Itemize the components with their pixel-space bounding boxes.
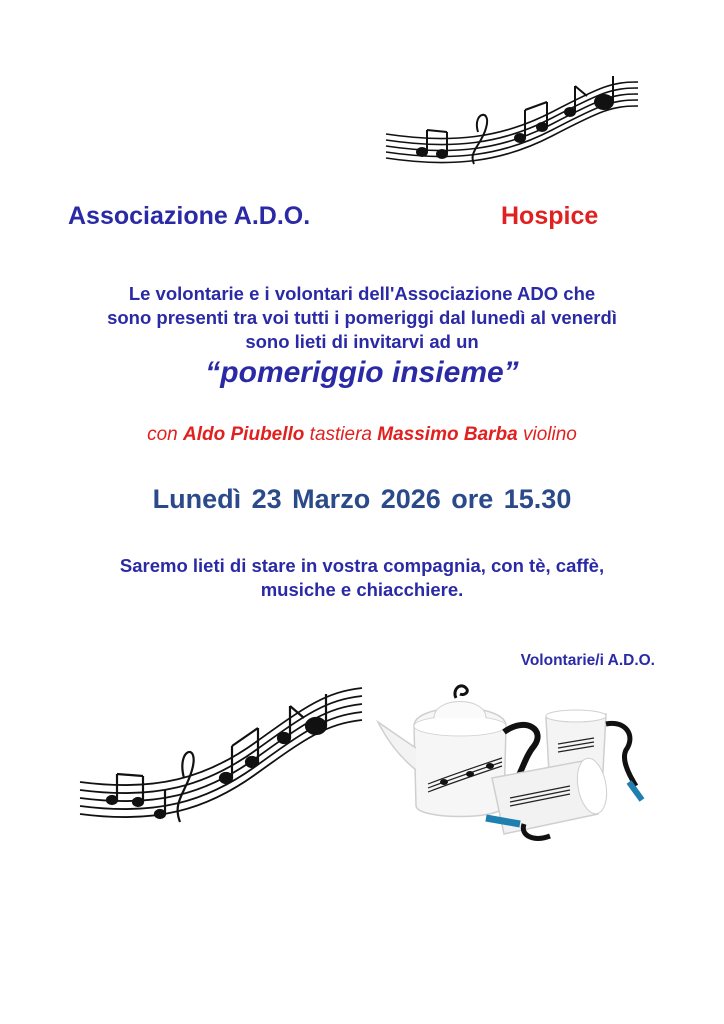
performer-role: violino <box>517 424 577 445</box>
intro-line: sono presenti tra voi tutti i pomeriggi dal lunedì al venerdì <box>107 307 617 328</box>
music-staff-top-icon <box>382 72 642 182</box>
performer-role: tastiera <box>304 424 378 445</box>
performer-name: Massimo Barba <box>377 424 518 445</box>
teapot-cups-image <box>374 674 654 844</box>
performer-name: Aldo Piubello <box>183 424 305 445</box>
venue-name: Hospice <box>501 202 599 230</box>
intro-text <box>0 282 724 354</box>
signature: Volontarie/i A.D.O. <box>520 652 655 669</box>
performers-line <box>0 424 724 446</box>
intro-line: Le volontarie e i volontari dell'Associazione ADO che <box>128 283 596 304</box>
event-title: “pomeriggio insieme” <box>205 356 519 389</box>
event-datetime: Lunedì 23 Marzo 2026 ore 15.30 <box>152 484 572 514</box>
intro-line: sono lieti di invitarvi ad un <box>245 331 479 352</box>
closing-line: musiche e chiacchiere. <box>260 579 464 600</box>
music-staff-bottom-icon <box>76 682 366 832</box>
organization-name: Associazione A.D.O. <box>68 202 311 230</box>
closing-text <box>0 554 724 602</box>
closing-line: Saremo lieti di stare in vostra compagnia, con tè, caffè, <box>119 555 605 576</box>
performers-prefix: con <box>147 424 184 445</box>
